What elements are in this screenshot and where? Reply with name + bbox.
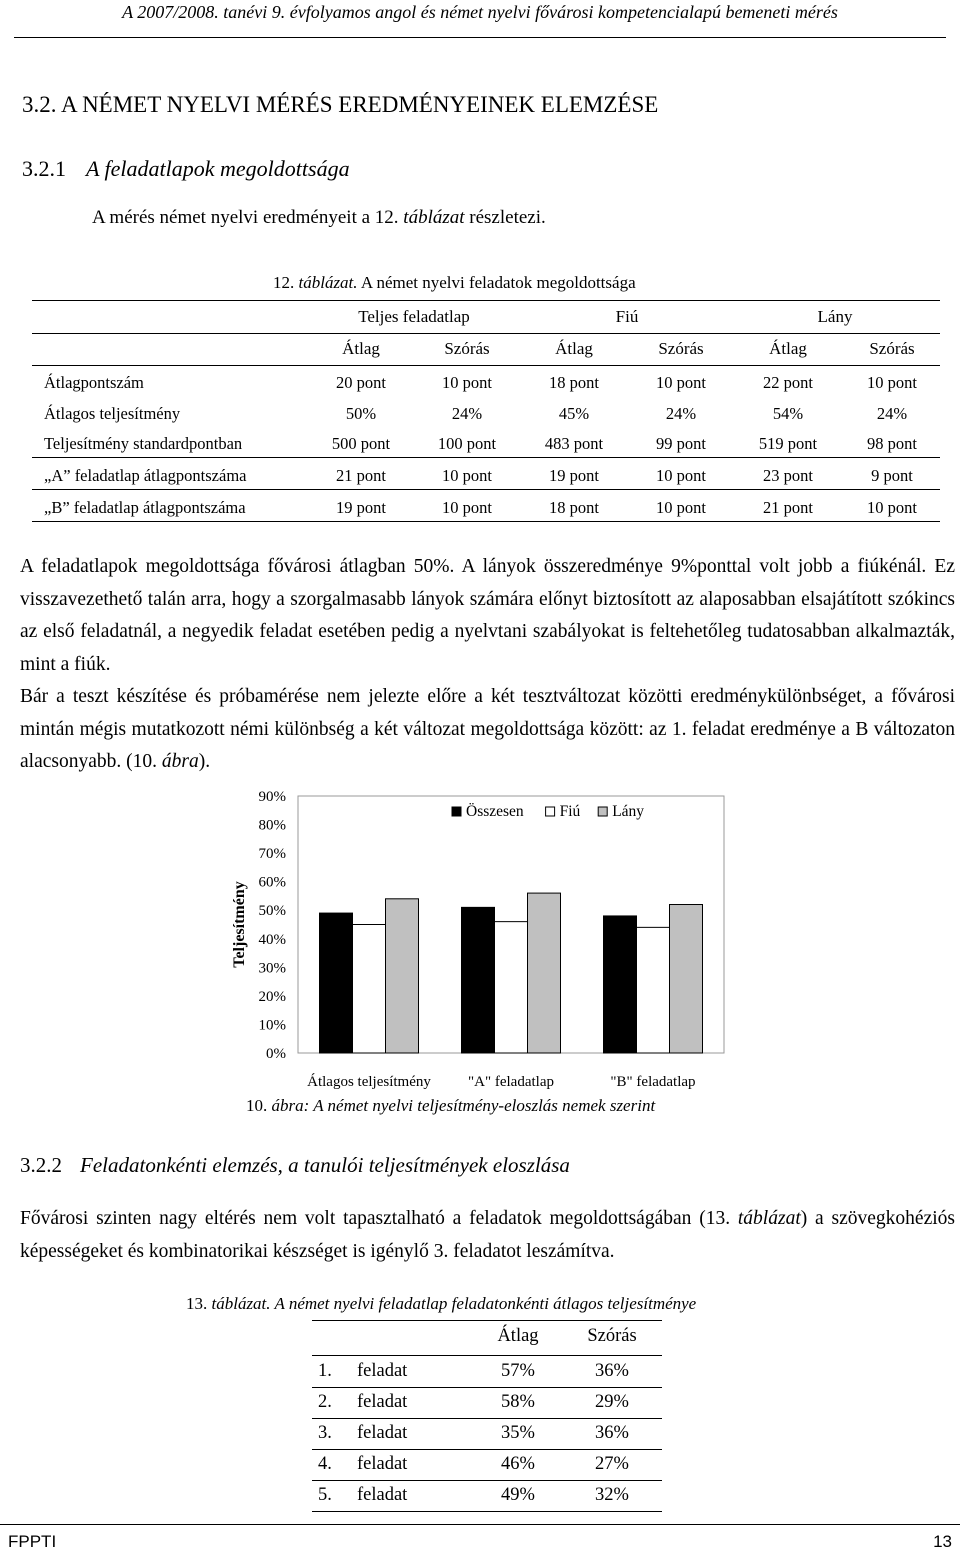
- figure-caption-text: ábra: A német nyelvi teljesítmény-eloszlás nemek szerint: [271, 1096, 656, 1115]
- table12-cell: 22 pont: [763, 373, 813, 392]
- table12-cell: 10 pont: [656, 498, 706, 517]
- legend-swatch: [546, 807, 555, 816]
- table12-cell: 10 pont: [442, 466, 492, 485]
- subsection-heading-2: [20, 1153, 570, 1178]
- intro-text: [92, 207, 546, 229]
- table-rule: [32, 521, 940, 522]
- y-tick-label: 10%: [258, 1017, 286, 1034]
- bar: [462, 907, 495, 1053]
- paragraph-2: [20, 681, 955, 779]
- table12-cell: 10 pont: [442, 498, 492, 517]
- bar: [604, 916, 637, 1053]
- table12-cell: 18 pont: [549, 498, 599, 517]
- bar: [495, 922, 528, 1053]
- table12-cell: 10 pont: [656, 466, 706, 485]
- table13-row-label: feladat: [357, 1485, 408, 1505]
- table13-row-label: feladat: [357, 1361, 408, 1381]
- y-axis-label: Teljesítmény: [231, 881, 248, 968]
- figure-caption-num: 10.: [246, 1096, 272, 1115]
- table13-cell: 49%: [501, 1485, 535, 1505]
- y-tick-label: 40%: [258, 931, 286, 948]
- page-number: 13: [933, 1532, 952, 1551]
- table12-cell: 500 pont: [331, 434, 391, 453]
- table12-cell: 98 pont: [867, 434, 917, 453]
- table12-row-label: Átlagpontszám: [44, 373, 144, 392]
- bar: [528, 893, 561, 1053]
- table12-subheader: Átlag: [555, 339, 593, 358]
- table13-caption-italic: táblázat.: [211, 1294, 271, 1313]
- table-rule: [32, 333, 940, 334]
- legend-swatch: [598, 807, 607, 816]
- table13-row-num: 2.: [318, 1392, 332, 1412]
- table12-row-label: „B” feladatlap átlagpontszáma: [44, 498, 246, 517]
- y-tick-label: 30%: [258, 960, 286, 977]
- table12-cell: 10 pont: [867, 498, 917, 517]
- table12-row-label: Teljesítmény standardpontban: [44, 434, 243, 453]
- footer-org: FPPTI: [8, 1532, 57, 1551]
- table13-row-label: feladat: [357, 1454, 408, 1474]
- table12-row-label: „A” feladatlap átlagpontszáma: [44, 466, 247, 485]
- table-rule: [312, 1387, 662, 1388]
- table13-caption: [186, 1294, 696, 1314]
- bar: [670, 905, 703, 1053]
- table13-header: Átlag: [497, 1326, 539, 1346]
- table12-cell: 10 pont: [442, 373, 492, 392]
- table13-cell: 46%: [501, 1454, 535, 1474]
- x-tick-label: "A" feladatlap: [468, 1074, 554, 1090]
- legend-label: Összesen: [466, 803, 524, 820]
- table-rule: [32, 489, 940, 490]
- table12-cell: 519 pont: [758, 434, 818, 453]
- y-tick-label: 50%: [258, 903, 286, 920]
- legend-swatch: [452, 807, 461, 816]
- table13-caption-text: A német nyelvi feladatlap feladatonkénti átlagos teljesítménye: [270, 1294, 697, 1313]
- table12-cell: 100 pont: [437, 434, 497, 453]
- table-rule: [32, 457, 940, 458]
- table12-cell: 20 pont: [336, 373, 386, 392]
- bar-chart: [200, 780, 760, 1090]
- y-tick-label: 80%: [258, 817, 286, 834]
- running-header: A 2007/2008. tanévi 9. évfolyamos angol és német nyelvi fővárosi kompetencialapú bemeneti mérés: [122, 2, 838, 22]
- table13-cell: 35%: [501, 1423, 535, 1443]
- x-tick-label: "B" feladatlap: [610, 1074, 696, 1090]
- intro-after: részletezi.: [464, 207, 546, 228]
- table-rule: [32, 365, 940, 366]
- table12-subheader: Átlag: [342, 339, 380, 358]
- bar: [386, 899, 419, 1053]
- table13-row-num: 1.: [318, 1361, 332, 1381]
- table12-group-header: Teljes feladatlap: [358, 307, 470, 326]
- table12-subheader: Szórás: [869, 339, 915, 358]
- table13-cell: 57%: [501, 1361, 535, 1381]
- table12-subheader: Átlag: [769, 339, 807, 358]
- table12-group-header: Lány: [817, 307, 853, 326]
- paragraph-3-after: ) a szövegkohéziós képességeket és kombinatorikai készséget is igénylő 3. feladatot leszámítva.: [20, 1208, 955, 1262]
- table13-cell: 27%: [595, 1454, 629, 1474]
- paragraph-1: A feladatlapok megoldottsága fővárosi átlagban 50%. A lányok összeredménye 9%ponttal volt jobb a fiúkénál. Ez visszavezethető talán arra, hogy a szorgalmasabb lányok számára előnyt biztosított az alaposabban elsajátított szókincs az első feladatnál, a negyedik feladat esetében pedig a nyelvtani szabályokat is feltehetőleg tudatosabban alkalmazták, mint a fiúk.: [20, 556, 955, 675]
- table-rule: [312, 1511, 662, 1512]
- table12-cell: 21 pont: [763, 498, 813, 517]
- paragraph-3-italic: táblázat: [737, 1208, 801, 1229]
- table13-row-num: 4.: [318, 1454, 332, 1474]
- bar: [320, 913, 353, 1053]
- table13-row-num: 5.: [318, 1485, 332, 1505]
- table12-subheader: Szórás: [658, 339, 704, 358]
- subsection-2-title: Feladatonkénti elemzés, a tanulói teljesítmények eloszlása: [80, 1153, 570, 1177]
- subsection-heading-1: [22, 156, 350, 182]
- y-tick-label: 0%: [266, 1046, 286, 1062]
- table12-cell: 24%: [665, 404, 697, 423]
- legend-label: Lány: [612, 803, 645, 820]
- x-tick-label: Átlagos teljesítmény: [307, 1074, 431, 1090]
- subsection-title: A feladatlapok megoldottsága: [86, 156, 350, 181]
- y-tick-label: 90%: [258, 789, 286, 805]
- table12-caption: [273, 273, 636, 293]
- chart-svg: [200, 780, 760, 1090]
- table-rule: [312, 1355, 662, 1356]
- table12-cell: 19 pont: [549, 466, 599, 485]
- table12-cell: 23 pont: [763, 466, 813, 485]
- footer-rule: [0, 1524, 960, 1525]
- table-rule: [312, 1418, 662, 1419]
- table13-row-num: 3.: [318, 1423, 332, 1443]
- intro-italic: táblázat: [403, 207, 465, 228]
- bar: [637, 927, 670, 1053]
- table-rule: [312, 1480, 662, 1481]
- table12-caption-italic: táblázat.: [298, 273, 358, 292]
- table12-cell: 21 pont: [336, 466, 386, 485]
- table12-cell: 99 pont: [656, 434, 706, 453]
- y-tick-label: 70%: [258, 846, 286, 863]
- bar: [353, 925, 386, 1054]
- legend-label: Fiú: [559, 803, 581, 820]
- paragraph-2-before: Bár a teszt készítése és próbamérése nem jelezte előre a két tesztváltozat közötti eredménykülönbséget, a fővárosi mintán mégis mutatkozott némi különbség a két változat megoldottsága között: az 1. feladat eredménye a B változaton alacsonyabb. (10.: [20, 686, 955, 772]
- table-rule: [32, 300, 940, 301]
- table12-cell: 10 pont: [867, 373, 917, 392]
- table13-cell: 36%: [595, 1423, 629, 1443]
- table-rule: [312, 1449, 662, 1450]
- table12-cell: 24%: [876, 404, 908, 423]
- paragraph-3-before: Fővárosi szinten nagy eltérés nem volt tapasztalható a feladatok megoldottságában (13.: [20, 1208, 738, 1229]
- table13-row-label: feladat: [357, 1423, 408, 1443]
- figure-caption: [246, 1096, 655, 1116]
- table13-caption-num: 13.: [186, 1294, 212, 1313]
- table13-row-label: feladat: [357, 1392, 408, 1412]
- table13-header: Szórás: [587, 1326, 637, 1346]
- table12-cell: 10 pont: [656, 373, 706, 392]
- table12-cell: 18 pont: [549, 373, 599, 392]
- table12-cell: 483 pont: [544, 434, 604, 453]
- paragraph-2-after: ).: [198, 751, 211, 772]
- header-rule: [14, 37, 946, 38]
- y-tick-label: 60%: [258, 874, 286, 891]
- subsection-2-number: 3.2.2: [20, 1153, 62, 1177]
- table13-cell: 32%: [595, 1485, 629, 1505]
- y-tick-label: 20%: [258, 988, 286, 1005]
- table12-cell: 50%: [345, 404, 377, 423]
- table13-cell: 36%: [595, 1361, 629, 1381]
- table12-cell: 19 pont: [336, 498, 386, 517]
- paragraph-2-italic: ábra: [161, 751, 199, 772]
- intro-before: A mérés német nyelvi eredményeit a 12.: [92, 207, 404, 228]
- section-title: 3.2. A NÉMET NYELVI MÉRÉS EREDMÉNYEINEK ELEMZÉSE: [22, 92, 659, 117]
- subsection-number: 3.2.1: [22, 156, 66, 181]
- table12-group-header: Fiú: [615, 307, 639, 326]
- table12-row-label: Átlagos teljesítmény: [44, 404, 181, 423]
- table12-caption-num: 12.: [273, 273, 299, 292]
- paragraph-3: [20, 1203, 955, 1268]
- table-rule: [312, 1320, 662, 1321]
- table12-cell: 45%: [558, 404, 590, 423]
- table12-caption-text: A német nyelvi feladatok megoldottsága: [357, 273, 636, 292]
- table13-cell: 29%: [595, 1392, 629, 1412]
- table12-cell: 54%: [772, 404, 804, 423]
- table13-cell: 58%: [501, 1392, 535, 1412]
- table12-cell: 24%: [451, 404, 483, 423]
- table12-cell: 9 pont: [871, 466, 913, 485]
- table12-subheader: Szórás: [444, 339, 490, 358]
- body-paragraphs: [20, 551, 955, 779]
